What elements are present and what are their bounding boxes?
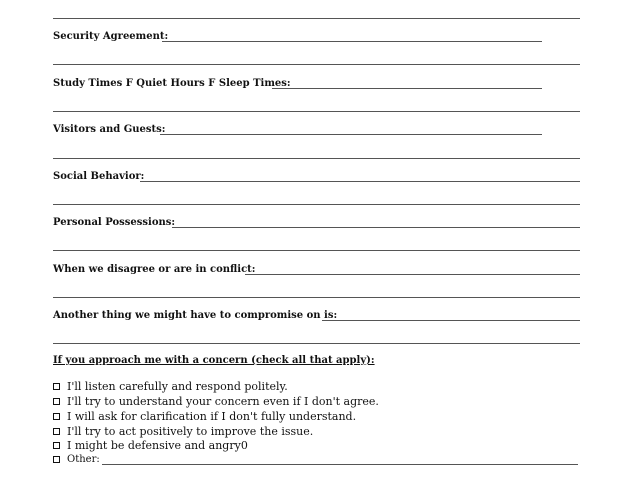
security-agreement-field[interactable] (162, 41, 542, 42)
option-label: I might be defensive and angry0 (67, 439, 248, 452)
checkbox-icon[interactable] (53, 428, 60, 435)
concern-option-improve[interactable] (53, 425, 313, 438)
visitors-guests-field[interactable] (160, 134, 542, 135)
conflict-field[interactable] (245, 274, 580, 275)
study-times-field[interactable] (272, 88, 542, 89)
personal-possessions-field-line2[interactable] (53, 250, 580, 251)
option-label: I'll listen carefully and respond politely. (67, 380, 288, 393)
compromise-label: Another thing we might have to compromise on is: (53, 310, 338, 321)
concern-section-title: If you approach me with a concern (check all that apply): (53, 355, 375, 366)
top-rule (53, 18, 580, 19)
social-behavior-field-line2[interactable] (53, 204, 580, 205)
concern-option-clarify[interactable] (53, 410, 356, 423)
concern-option-defensive[interactable] (53, 439, 248, 452)
other-text-field[interactable] (102, 454, 578, 465)
security-agreement-field-line2[interactable] (53, 64, 580, 65)
personal-possessions-field[interactable] (172, 227, 580, 228)
option-label: I will ask for clarification if I don't fully understand. (67, 410, 357, 423)
compromise-field-line2[interactable] (53, 343, 580, 344)
social-behavior-label: Social Behavior: (53, 171, 145, 182)
checkbox-icon[interactable] (53, 383, 60, 390)
option-label: I'll try to act positively to improve the issue. (67, 425, 314, 438)
concern-option-understand[interactable] (53, 395, 379, 408)
checkbox-icon[interactable] (53, 442, 60, 449)
option-label: I'll try to understand your concern even if I don't agree. (67, 395, 379, 408)
conflict-field-line2[interactable] (53, 297, 580, 298)
conflict-label: When we disagree or are in conflict: (53, 264, 256, 275)
concern-option-other[interactable] (53, 453, 578, 466)
compromise-field[interactable] (322, 320, 580, 321)
security-agreement-label: Security Agreement: (53, 31, 169, 42)
visitors-guests-field-line2[interactable] (53, 158, 580, 159)
personal-possessions-label: Personal Possessions: (53, 217, 176, 228)
option-label: Other: (67, 454, 100, 465)
checkbox-icon[interactable] (53, 398, 60, 405)
checkbox-icon[interactable] (53, 456, 60, 463)
checkbox-icon[interactable] (53, 413, 60, 420)
social-behavior-field[interactable] (140, 181, 580, 182)
visitors-guests-label: Visitors and Guests: (53, 124, 166, 135)
concern-option-listen[interactable] (53, 380, 288, 393)
study-times-label: Study Times F Quiet Hours F Sleep Times: (53, 78, 291, 89)
study-times-field-line2[interactable] (53, 111, 580, 112)
